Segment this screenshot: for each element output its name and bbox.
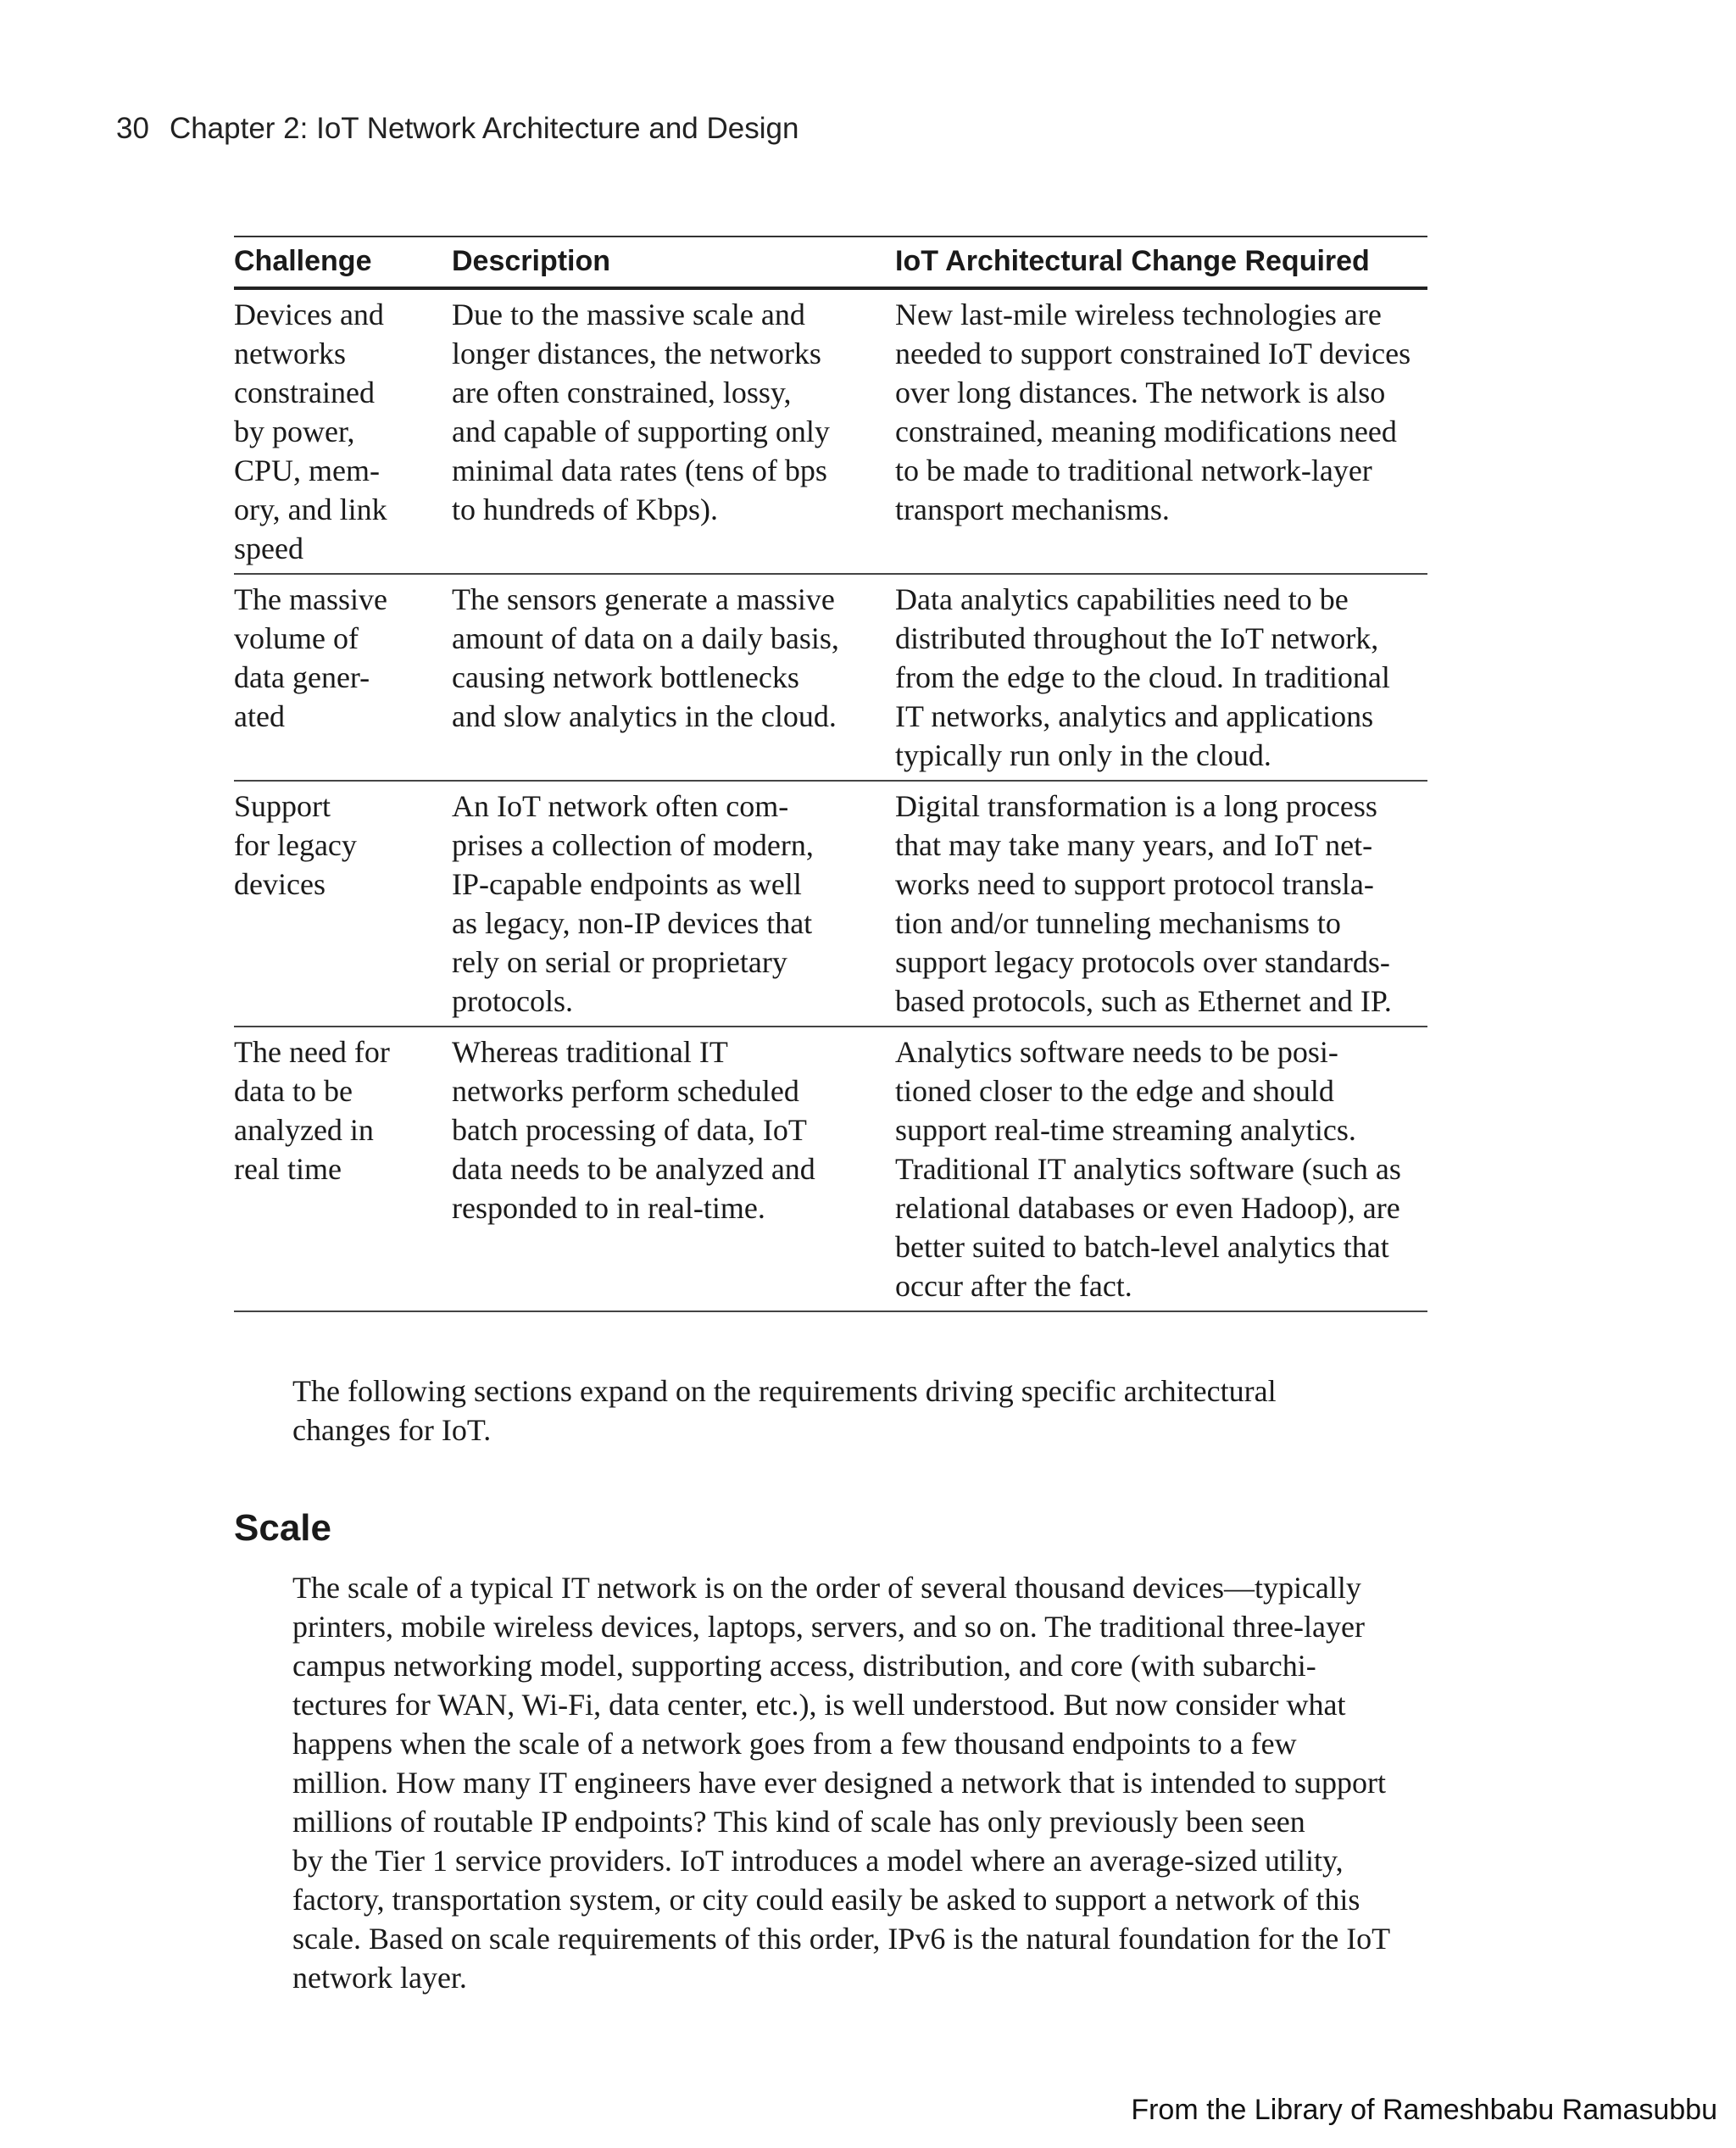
cell-line: and slow analytics in the cloud. bbox=[452, 699, 837, 733]
cell-line: longer distances, the networks bbox=[452, 337, 821, 370]
cell-line: amount of data on a daily basis, bbox=[452, 621, 839, 655]
cell-line: distributed throughout the IoT network, bbox=[895, 621, 1379, 655]
cell-line: real time bbox=[234, 1152, 342, 1186]
cell-line: are often constrained, lossy, bbox=[452, 376, 792, 409]
text-line: factory, transportation system, or city could easily be asked to support a network of this bbox=[292, 1883, 1360, 1917]
column-header-challenge: Challenge bbox=[234, 237, 452, 288]
cell-line: analyzed in bbox=[234, 1113, 374, 1147]
cell-line: The need for bbox=[234, 1035, 390, 1069]
text-line: happens when the scale of a network goes from a few thousand endpoints to a few bbox=[292, 1727, 1297, 1761]
cell-line: by power, bbox=[234, 415, 355, 448]
text-line: The scale of a typical IT network is on the order of several thousand devices—typically bbox=[292, 1571, 1361, 1605]
chapter-title: Chapter 2: IoT Network Architecture and Design bbox=[169, 112, 799, 145]
cell-line: to be made to traditional network-layer bbox=[895, 454, 1372, 487]
text-line: network layer. bbox=[292, 1961, 467, 1995]
cell-line: relational databases or even Hadoop), are bbox=[895, 1191, 1400, 1225]
table-cell-description bbox=[452, 288, 895, 574]
cell-line: speed bbox=[234, 531, 303, 565]
column-header-description: Description bbox=[452, 237, 895, 288]
table-cell-description bbox=[452, 574, 895, 781]
cell-line: Data analytics capabilities need to be bbox=[895, 582, 1349, 616]
text-line: tectures for WAN, Wi-Fi, data center, etc.), is well understood. But now consider what bbox=[292, 1688, 1346, 1722]
cell-line: over long distances. The network is also bbox=[895, 376, 1386, 409]
table-row bbox=[234, 1027, 1427, 1311]
text-line: The following sections expand on the requirements driving specific architectural bbox=[292, 1374, 1277, 1408]
cell-line: data gener- bbox=[234, 660, 370, 694]
cell-line: Devices and bbox=[234, 298, 384, 331]
cell-line: rely on serial or proprietary bbox=[452, 945, 787, 979]
cell-line: responded to in real-time. bbox=[452, 1191, 765, 1225]
table-cell-challenge bbox=[234, 574, 452, 781]
cell-line: networks perform scheduled bbox=[452, 1074, 799, 1108]
text-line: changes for IoT. bbox=[292, 1413, 492, 1447]
cell-line: tioned closer to the edge and should bbox=[895, 1074, 1334, 1108]
table-cell-challenge bbox=[234, 288, 452, 574]
cell-line: support legacy protocols over standards- bbox=[895, 945, 1390, 979]
cell-line: CPU, mem- bbox=[234, 454, 381, 487]
intro-paragraph bbox=[292, 1372, 1277, 1450]
cell-line: The massive bbox=[234, 582, 387, 616]
table-row bbox=[234, 288, 1427, 574]
table-cell-change bbox=[895, 288, 1427, 574]
library-footer: From the Library of Rameshbabu Ramasubbu bbox=[1131, 2094, 1717, 2126]
text-line: printers, mobile wireless devices, laptops, servers, and so on. The traditional three-layer bbox=[292, 1610, 1365, 1644]
text-line: campus networking model, supporting access, distribution, and core (with subarchi- bbox=[292, 1649, 1316, 1683]
cell-line: Due to the massive scale and bbox=[452, 298, 805, 331]
cell-line: occur after the fact. bbox=[895, 1269, 1132, 1303]
cell-line: data to be bbox=[234, 1074, 353, 1108]
cell-line: based protocols, such as Ethernet and IP. bbox=[895, 984, 1392, 1018]
table-cell-description bbox=[452, 1027, 895, 1311]
cell-line: minimal data rates (tens of bps bbox=[452, 454, 827, 487]
cell-line: Whereas traditional IT bbox=[452, 1035, 728, 1069]
cell-line: protocols. bbox=[452, 984, 573, 1018]
challenges-table bbox=[234, 236, 1427, 1312]
cell-line: Digital transformation is a long process bbox=[895, 789, 1377, 823]
cell-line: to hundreds of Kbps). bbox=[452, 492, 718, 526]
cell-line: tion and/or tunneling mechanisms to bbox=[895, 906, 1341, 940]
cell-line: IT networks, analytics and applications bbox=[895, 699, 1374, 733]
table-cell-change bbox=[895, 574, 1427, 781]
page-number: 30 bbox=[116, 112, 149, 145]
cell-line: constrained, meaning modifications need bbox=[895, 415, 1397, 448]
scale-paragraph bbox=[292, 1568, 1390, 1997]
cell-line: devices bbox=[234, 867, 326, 901]
column-header-change: IoT Architectural Change Required bbox=[895, 237, 1427, 288]
cell-line: typically run only in the cloud. bbox=[895, 738, 1271, 772]
cell-line: prises a collection of modern, bbox=[452, 828, 814, 862]
cell-line: Analytics software needs to be posi- bbox=[895, 1035, 1338, 1069]
cell-line: transport mechanisms. bbox=[895, 492, 1170, 526]
cell-line: volume of bbox=[234, 621, 359, 655]
cell-line: networks bbox=[234, 337, 346, 370]
section-heading-scale: Scale bbox=[234, 1507, 331, 1549]
cell-line: Traditional IT analytics software (such as bbox=[895, 1152, 1401, 1186]
text-line: scale. Based on scale requirements of this order, IPv6 is the natural foundation for the IoT bbox=[292, 1922, 1391, 1956]
table-cell-change bbox=[895, 1027, 1427, 1311]
cell-line: ory, and link bbox=[234, 492, 387, 526]
table-row bbox=[234, 574, 1427, 781]
table-row bbox=[234, 781, 1427, 1027]
cell-line: for legacy bbox=[234, 828, 357, 862]
text-line: millions of routable IP endpoints? This kind of scale has only previously been seen bbox=[292, 1805, 1305, 1839]
text-line: million. How many IT engineers have ever designed a network that is intended to support bbox=[292, 1766, 1387, 1800]
cell-line: support real-time streaming analytics. bbox=[895, 1113, 1356, 1147]
text-line: by the Tier 1 service providers. IoT introduces a model where an average-sized utility, bbox=[292, 1844, 1344, 1878]
cell-line: Support bbox=[234, 789, 331, 823]
cell-line: constrained bbox=[234, 376, 375, 409]
cell-line: IP-capable endpoints as well bbox=[452, 867, 802, 901]
cell-line: and capable of supporting only bbox=[452, 415, 830, 448]
table-cell-description bbox=[452, 781, 895, 1027]
table-body bbox=[234, 288, 1427, 1311]
cell-line: An IoT network often com- bbox=[452, 789, 789, 823]
cell-line: New last-mile wireless technologies are bbox=[895, 298, 1382, 331]
cell-line: causing network bottlenecks bbox=[452, 660, 799, 694]
running-head bbox=[116, 112, 798, 146]
cell-line: that may take many years, and IoT net- bbox=[895, 828, 1373, 862]
cell-line: as legacy, non-IP devices that bbox=[452, 906, 813, 940]
table-header-row bbox=[234, 237, 1427, 288]
cell-line: from the edge to the cloud. In traditional bbox=[895, 660, 1390, 694]
cell-line: better suited to batch-level analytics that bbox=[895, 1230, 1389, 1264]
cell-line: batch processing of data, IoT bbox=[452, 1113, 807, 1147]
table-cell-change bbox=[895, 781, 1427, 1027]
cell-line: ated bbox=[234, 699, 285, 733]
cell-line: needed to support constrained IoT devices bbox=[895, 337, 1411, 370]
cell-line: The sensors generate a massive bbox=[452, 582, 835, 616]
table-cell-challenge bbox=[234, 781, 452, 1027]
cell-line: works need to support protocol transla- bbox=[895, 867, 1374, 901]
table-cell-challenge bbox=[234, 1027, 452, 1311]
cell-line: data needs to be analyzed and bbox=[452, 1152, 815, 1186]
